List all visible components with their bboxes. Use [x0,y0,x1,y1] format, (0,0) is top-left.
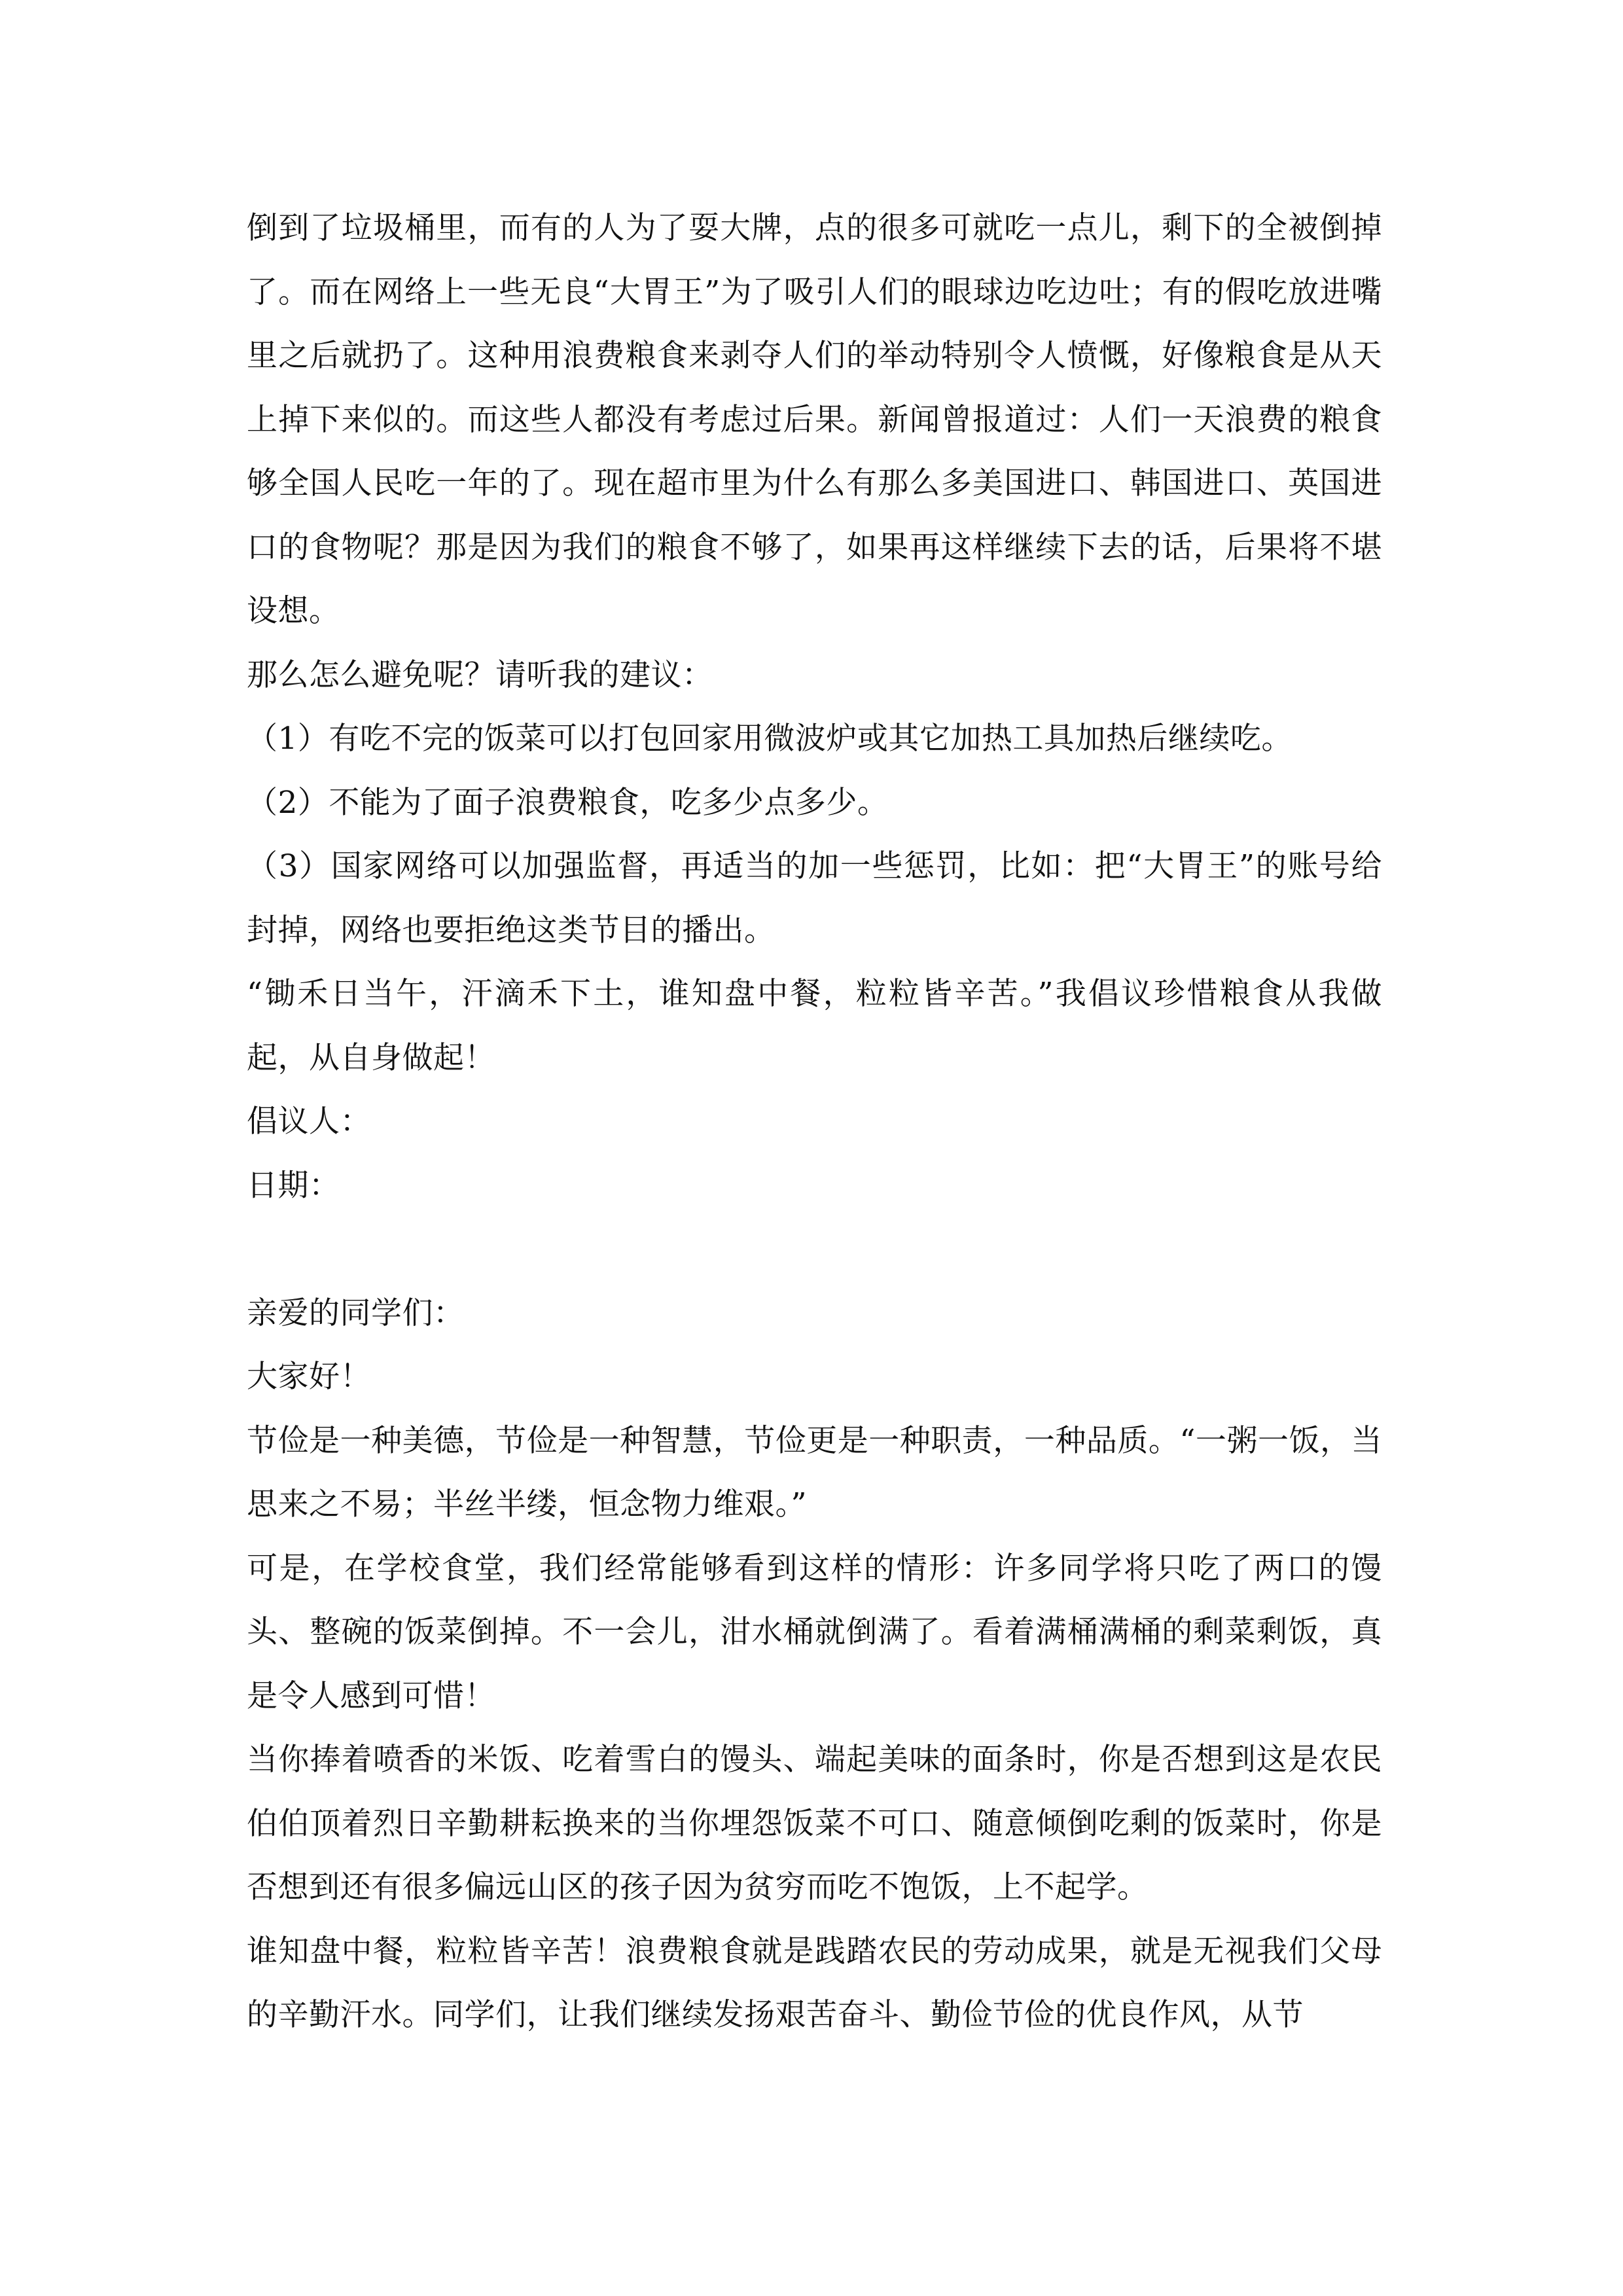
proposer-line: 倡议人： [247,1103,371,1139]
document-body [247,196,1382,2047]
suggestion-item-2: （2）不能为了面子浪费粮食，吃多少点多少。 [247,784,889,821]
suggestion-item-1: （1）有吃不完的饭菜可以打包回家用微波炉或其它加热工具加热后继续吃。 [247,721,1293,757]
paragraph-thrift-virtue: 节俭是一种美德，节俭是一种智慧，节俭更是一种职责，一种品质。“一粥一饭，当思来之不易；半丝半缕，恒念物力维艰。” [247,1422,1382,1522]
paragraph-farmers-labor: 当你捧着喷香的米饭、吃着雪白的馒头、端起美味的面条时，你是否想到这是农民伯伯顶着烈日辛勤耕耘换来的当你埋怨饭菜不可口、随意倾倒吃剩的饭菜时，你是否想到还有很多偏远山区的孩子因为贫穷而吃不饱饭，上不起学。 [247,1742,1382,1905]
paragraph-canteen-waste: 可是，在学校食堂，我们经常能够看到这样的情形：许多同学将只吃了两口的馒头、整碗的饭菜倒掉。不一会儿，泔水桶就倒满了。看着满桶满桶的剩菜剩饭，真是令人感到可惜！ [247,1550,1382,1714]
paragraph-poem-proposal: “锄禾日当午，汗滴禾下土，谁知盘中餐，粒粒皆辛苦。”我倡议珍惜粮食从我做起，从自身做起！ [247,976,1382,1076]
paragraph-call-to-action: 谁知盘中餐，粒粒皆辛苦！浪费粮食就是践踏农民的劳动成果，就是无视我们父母的辛勤汗水。同学们，让我们继续发扬艰苦奋斗、勤俭节俭的优良作风，从节 [247,1933,1382,2033]
paragraph-how-to-avoid: 那么怎么避免呢？请听我的建议： [247,656,713,693]
suggestion-item-3: （3）国家网络可以加强监督，再适当的加一些惩罚，比如：把“大胃王”的账号给封掉，网络也要拒绝这类节目的播出。 [247,848,1382,948]
greeting: 大家好！ [247,1359,371,1395]
paragraph-waste-description: 倒到了垃圾桶里，而有的人为了耍大牌，点的很多可就吃一点儿，剩下的全被倒掉了。而在网络上一些无良“大胃王”为了吸引人们的眼球边吃边吐；有的假吃放进嘴里之后就扔了。这种用浪费粮食来剥夺人们的举动特别令人愤慨，好像粮食是从天上掉下来似的。而这些人都没有考虑过后果。新闻曾报道过：人们一天浪费的粮食够全国人民吃一年的了。现在超市里为什么有那么多美国进口、韩国进口、英国进口的食物呢？那是因为我们的粮食不够了，如果再这样继续下去的话，后果将不堪设想。 [247,210,1382,629]
section-gap [247,1217,1382,1282]
date-line: 日期： [247,1167,340,1204]
salutation: 亲爱的同学们： [247,1295,465,1331]
